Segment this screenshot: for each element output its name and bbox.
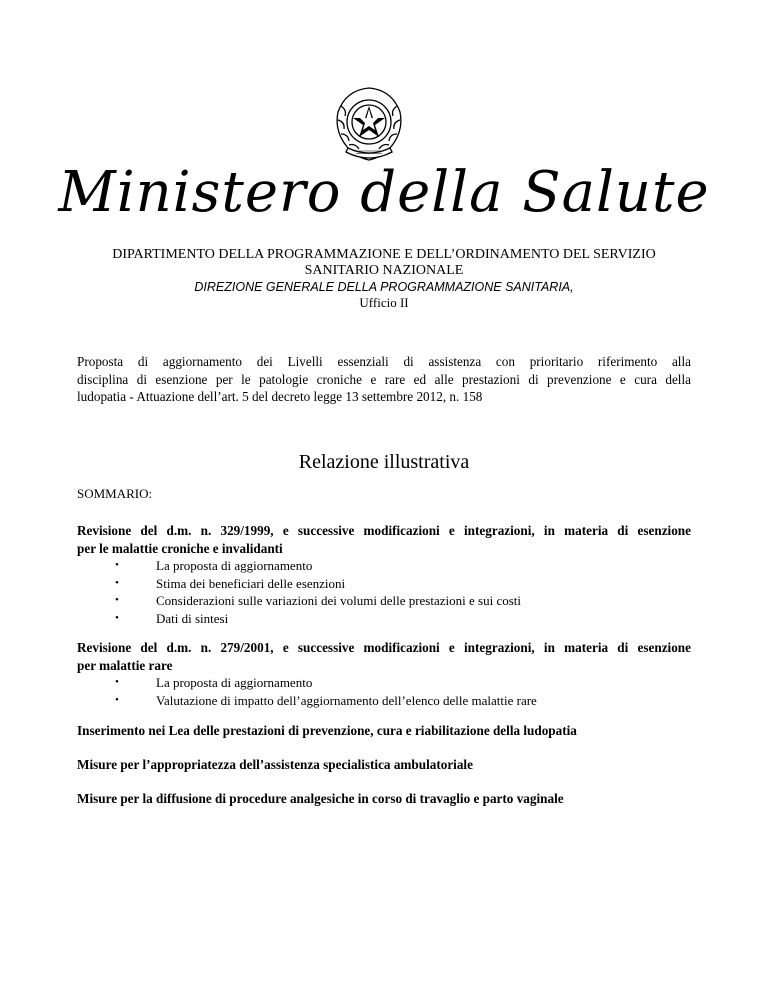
list-item bbox=[77, 592, 691, 610]
section-title: Misure per l’appropriatezza dell’assistenza specialistica ambulatoriale bbox=[77, 757, 473, 772]
section-title-line-1: Revisione del d.m. n. 329/1999, e successive modificazioni e integrazioni, in materia di esenzione bbox=[77, 523, 691, 538]
sommario-label: SOMMARIO: bbox=[77, 486, 153, 501]
section-title: Misure per la diffusione di procedure analgesiche in corso di travaglio e parto vaginale bbox=[77, 791, 564, 806]
section-title-line-1: Revisione del d.m. n. 279/2001, e successive modificazioni e integrazioni, in materia di esenzione bbox=[77, 640, 691, 655]
section-ludopatia bbox=[77, 722, 691, 740]
bullet-icon: • bbox=[115, 559, 119, 571]
section-bullet-list bbox=[77, 674, 691, 709]
section-analgesia-parto bbox=[77, 790, 691, 808]
list-item-text: Considerazioni sulle variazioni dei volumi delle prestazioni e sui costi bbox=[156, 593, 521, 608]
list-item bbox=[77, 575, 691, 593]
section-title bbox=[77, 639, 691, 674]
list-item bbox=[77, 610, 691, 628]
bullet-icon: • bbox=[115, 594, 119, 606]
list-item-text: La proposta di aggiornamento bbox=[156, 675, 313, 690]
section-title: Inserimento nei Lea delle prestazioni di prevenzione, cura e riabilitazione della ludopatia bbox=[77, 723, 577, 738]
section-appropriatezza bbox=[77, 756, 691, 774]
list-item bbox=[77, 674, 691, 692]
intro-line-3: ludopatia - Attuazione dell’art. 5 del decreto legge 13 settembre 2012, n. 158 bbox=[77, 389, 483, 404]
bullet-icon: • bbox=[115, 676, 119, 688]
section-title-line-2: per malattie rare bbox=[77, 657, 173, 673]
document-title: Relazione illustrativa bbox=[298, 451, 470, 473]
ministry-name: Ministero della Salute bbox=[58, 160, 710, 225]
ufficio-label: Ufficio II bbox=[359, 295, 409, 310]
section-title bbox=[77, 522, 691, 557]
section-dm-279-2001 bbox=[77, 639, 691, 709]
section-dm-329-1999 bbox=[77, 522, 691, 627]
list-item-text: Stima dei beneficiari delle esenzioni bbox=[156, 575, 346, 591]
list-item bbox=[77, 692, 691, 710]
section-title-line-2: per le malattie croniche e invalidanti bbox=[77, 540, 283, 556]
department-line-2: SANITARIO NAZIONALE bbox=[304, 263, 464, 278]
intro-paragraph bbox=[77, 353, 691, 406]
intro-line-1: Proposta di aggiornamento dei Livelli essenziali di assistenza con prioritario riferimento alla bbox=[77, 354, 691, 369]
list-item bbox=[77, 557, 691, 575]
bullet-icon: • bbox=[115, 693, 119, 706]
direzione-generale: DIREZIONE GENERALE DELLA PROGRAMMAZIONE SANITARIA, bbox=[194, 280, 574, 294]
bullet-icon: • bbox=[115, 576, 119, 589]
list-item-text: La proposta di aggiornamento bbox=[156, 558, 313, 573]
bullet-icon: • bbox=[115, 611, 119, 624]
intro-line-2: disciplina di esenzione per le patologie croniche e rare ed alle prestazioni di prevenzione e cura della bbox=[77, 371, 691, 387]
list-item-text: Valutazione di impatto dell’aggiornamento dell’elenco delle malattie rare bbox=[156, 692, 537, 708]
list-item-text: Dati di sintesi bbox=[156, 610, 229, 626]
italian-republic-emblem-icon bbox=[326, 82, 412, 164]
section-bullet-list bbox=[77, 557, 691, 627]
department-line-1: DIPARTIMENTO DELLA PROGRAMMAZIONE E DELL’ORDINAMENTO DEL SERVIZIO bbox=[112, 247, 656, 262]
